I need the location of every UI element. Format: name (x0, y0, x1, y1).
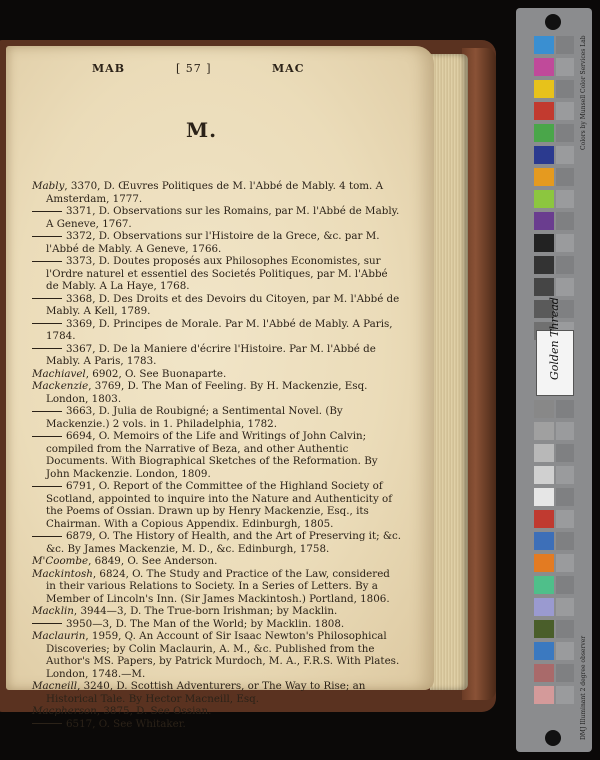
catalogue-entries (32, 180, 402, 730)
ditto-dash (32, 261, 62, 262)
ditto-dash (32, 623, 62, 624)
grey-reference-patch (556, 212, 574, 230)
grey-reference-patch (556, 36, 574, 54)
entry-text: 3367, D. De la Maniere d'écrire l'Histoire. Par M. l'Abbé de Mably. A Paris, 1783. (46, 342, 376, 367)
grey-reference-patch (556, 168, 574, 186)
color-swatch (534, 80, 554, 98)
entry-author: Mably (32, 180, 65, 192)
catalogue-entry (32, 718, 402, 731)
catalogue-entry (32, 480, 402, 530)
color-swatch (534, 168, 554, 186)
grey-reference-patch (556, 554, 574, 572)
color-swatch (534, 576, 554, 594)
catalogue-entry (32, 568, 402, 606)
catalogue-entry (32, 605, 402, 618)
color-swatch (534, 510, 554, 528)
section-letter: M. (186, 118, 218, 142)
color-swatch (534, 444, 554, 462)
grey-reference-patch (556, 234, 574, 252)
color-swatch (534, 620, 554, 638)
catalogue-entry (32, 368, 402, 381)
ditto-dash (32, 536, 62, 537)
catalogue-entry (32, 205, 402, 230)
grey-reference-patch (556, 58, 574, 76)
grey-reference-patch (556, 576, 574, 594)
color-swatch (534, 686, 554, 704)
catalogue-entry (32, 405, 402, 430)
grey-reference-patch (556, 598, 574, 616)
ditto-dash (32, 723, 62, 724)
ditto-dash (32, 348, 62, 349)
running-head-left: MAB (92, 62, 126, 75)
grey-reference-patch (556, 146, 574, 164)
entry-author: Mackenzie (32, 380, 89, 392)
color-swatch (534, 256, 554, 274)
entry-author: M'Coombe (32, 555, 89, 567)
grey-reference-patch (556, 664, 574, 682)
grey-reference-patch (556, 686, 574, 704)
color-swatch (534, 190, 554, 208)
entry-text: , 6902, O. See Buonaparte. (85, 367, 227, 380)
book-page (6, 46, 434, 730)
grey-reference-patch (556, 400, 574, 418)
grey-reference-patch (556, 80, 574, 98)
entry-text: , 3769, D. The Man of Feeling. By H. Mackenzie, Esq. London, 1803. (46, 380, 368, 405)
golden-thread-label-text: Golden Thread (548, 297, 561, 380)
page-number: [ 57 ] (176, 62, 212, 75)
entry-text: , 3370, D. Œuvres Politiques de M. l'Abbé de Mably. 4 tom. A Amsterdam, 1777. (46, 180, 384, 205)
entry-author: Macneill (32, 680, 78, 692)
strip-caption-top: Colors by Munsell Color Services Lab (580, 35, 587, 150)
color-swatch (534, 212, 554, 230)
entry-text: , 1959, Q. An Account of Sir Isaac Newton's Philosophical Discoveries; by Colin Maclaurin, A. M., &c. Published from the Author's MS. Papers, by Patrick Murdoch, M. A., F.R.S. With Plates. London, 1748.—M. (46, 630, 400, 680)
running-head-right: MAC (272, 62, 305, 75)
color-swatch (534, 422, 554, 440)
grey-reference-patch (556, 488, 574, 506)
color-swatch (534, 146, 554, 164)
catalogue-entry (32, 230, 402, 255)
entry-author: Machiavel (32, 367, 86, 380)
entry-text: 3371, D. Observations sur les Romains, par M. l'Abbé de Mably. A Geneve, 1767. (46, 205, 400, 230)
entry-text: 6694, O. Memoirs of the Life and Writings of John Calvin; compiled from the Narrative of Beza, and other Authentic Documents. With Biographical Sketches of the Reformation. By John Mackenzie. London, 1809. (46, 430, 378, 480)
entry-author: Maclaurin (32, 630, 86, 642)
catalogue-entry (32, 318, 402, 343)
color-swatch (534, 466, 554, 484)
catalogue-entry (32, 530, 402, 555)
grey-reference-patch (556, 102, 574, 120)
ditto-dash (32, 211, 62, 212)
entry-text: , 3240, D. Scottish Adventurers, or The Way to Rise; an Historical Tale. By Hector Macneill, Esq. (46, 680, 366, 705)
grey-reference-patch (556, 422, 574, 440)
page-edges (430, 54, 468, 690)
color-swatch (534, 58, 554, 76)
ditto-dash (32, 486, 62, 487)
entry-text: 3373, D. Doutes proposés aux Philosophes Economistes, sur l'Ordre naturel et essentiel des Societés Politiques, par M. l'Abbé de Mably. A La Haye, 1768. (46, 255, 388, 292)
grey-reference-patch (556, 642, 574, 660)
strip-hole-icon (545, 730, 561, 746)
entry-text: , 3944—3, D. The True-born Irishman; by Macklin. (73, 605, 338, 617)
catalogue-entry (32, 380, 402, 405)
color-swatch (534, 488, 554, 506)
grey-reference-patch (556, 466, 574, 484)
entry-text: 6517, O. See Whitaker. (66, 717, 186, 730)
color-swatch (534, 102, 554, 120)
entry-text: 3372, D. Observations sur l'Histoire de la Grece, &c. par M. l'Abbé de Mably. A Geneve, 1766. (46, 230, 380, 255)
grey-reference-patch (556, 278, 574, 296)
catalogue-entry (32, 430, 402, 480)
grey-reference-patch (556, 124, 574, 142)
entry-text: 3368, D. Des Droits et des Devoirs du Citoyen, par M. l'Abbé de Mably. A Kell, 1789. (46, 292, 400, 317)
catalogue-entry (32, 343, 402, 368)
ditto-dash (32, 236, 62, 237)
entry-text: 3950—3, D. The Man of the World; by Macklin. 1808. (66, 617, 345, 630)
catalogue-entry (32, 255, 402, 293)
color-swatch (534, 554, 554, 572)
color-swatch (534, 400, 554, 418)
color-swatch (534, 124, 554, 142)
grey-reference-patch (556, 190, 574, 208)
ditto-dash (32, 323, 62, 324)
grey-reference-patch (556, 444, 574, 462)
catalogue-entry (32, 555, 402, 568)
grey-reference-patch (556, 532, 574, 550)
entry-text: 3369, D. Principes de Morale. Par M. l'Abbé de Mably. A Paris, 1784. (46, 317, 393, 342)
grey-reference-patch (556, 510, 574, 528)
entry-text: , 3875, D. See Ossian. (96, 705, 212, 717)
color-swatch (534, 278, 554, 296)
entry-text: 3663, D. Julia de Roubigné; a Sentimental Novel. (By Mackenzie.) 2 vols. in 1. Philadelphia, 1782. (46, 405, 343, 430)
color-swatch (534, 234, 554, 252)
catalogue-entry (32, 630, 402, 680)
color-swatch (534, 36, 554, 54)
entry-text: , 6849, O. See Anderson. (88, 555, 218, 567)
entry-text: , 6824, O. The Study and Practice of the Law, considered in their various Relations to Society. In a Series of Letters. By a Member of Lincoln's Inn. (Sir James Mackintosh.) Portland, 1806. (46, 567, 390, 605)
catalogue-entry (32, 705, 402, 718)
strip-caption-bottom: DMJ Illuminant 2 degree observer (580, 635, 587, 740)
color-swatch (534, 598, 554, 616)
color-swatch (534, 664, 554, 682)
entry-text: 6879, O. The History of Health, and the Art of Preserving it; &c. &c. By James Mackenzie, M. D., &c. Edinburgh, 1758. (46, 530, 402, 555)
strip-hole-icon (545, 14, 561, 30)
entry-author: Macklin (32, 605, 74, 617)
color-swatch (534, 532, 554, 550)
ditto-dash (32, 411, 62, 412)
entry-author: Macpherson (32, 705, 97, 717)
ditto-dash (32, 298, 62, 299)
grey-reference-patch (556, 256, 574, 274)
catalogue-entry (32, 618, 402, 631)
catalogue-entry (32, 180, 402, 205)
entry-text: 6791, O. Report of the Committee of the Highland Society of Scotland, appointed to inquire into the Nature and Authenticity of the Poems of Ossian. Drawn up by Henry Mackenzie, Esq., its Chairman. With a Copious Appendix. Edinburgh, 1805. (46, 480, 393, 530)
color-swatch (534, 642, 554, 660)
ditto-dash (32, 436, 62, 437)
entry-author: Mackintosh (32, 567, 93, 580)
grey-reference-patch (556, 620, 574, 638)
catalogue-entry (32, 293, 402, 318)
catalogue-entry (32, 680, 402, 705)
